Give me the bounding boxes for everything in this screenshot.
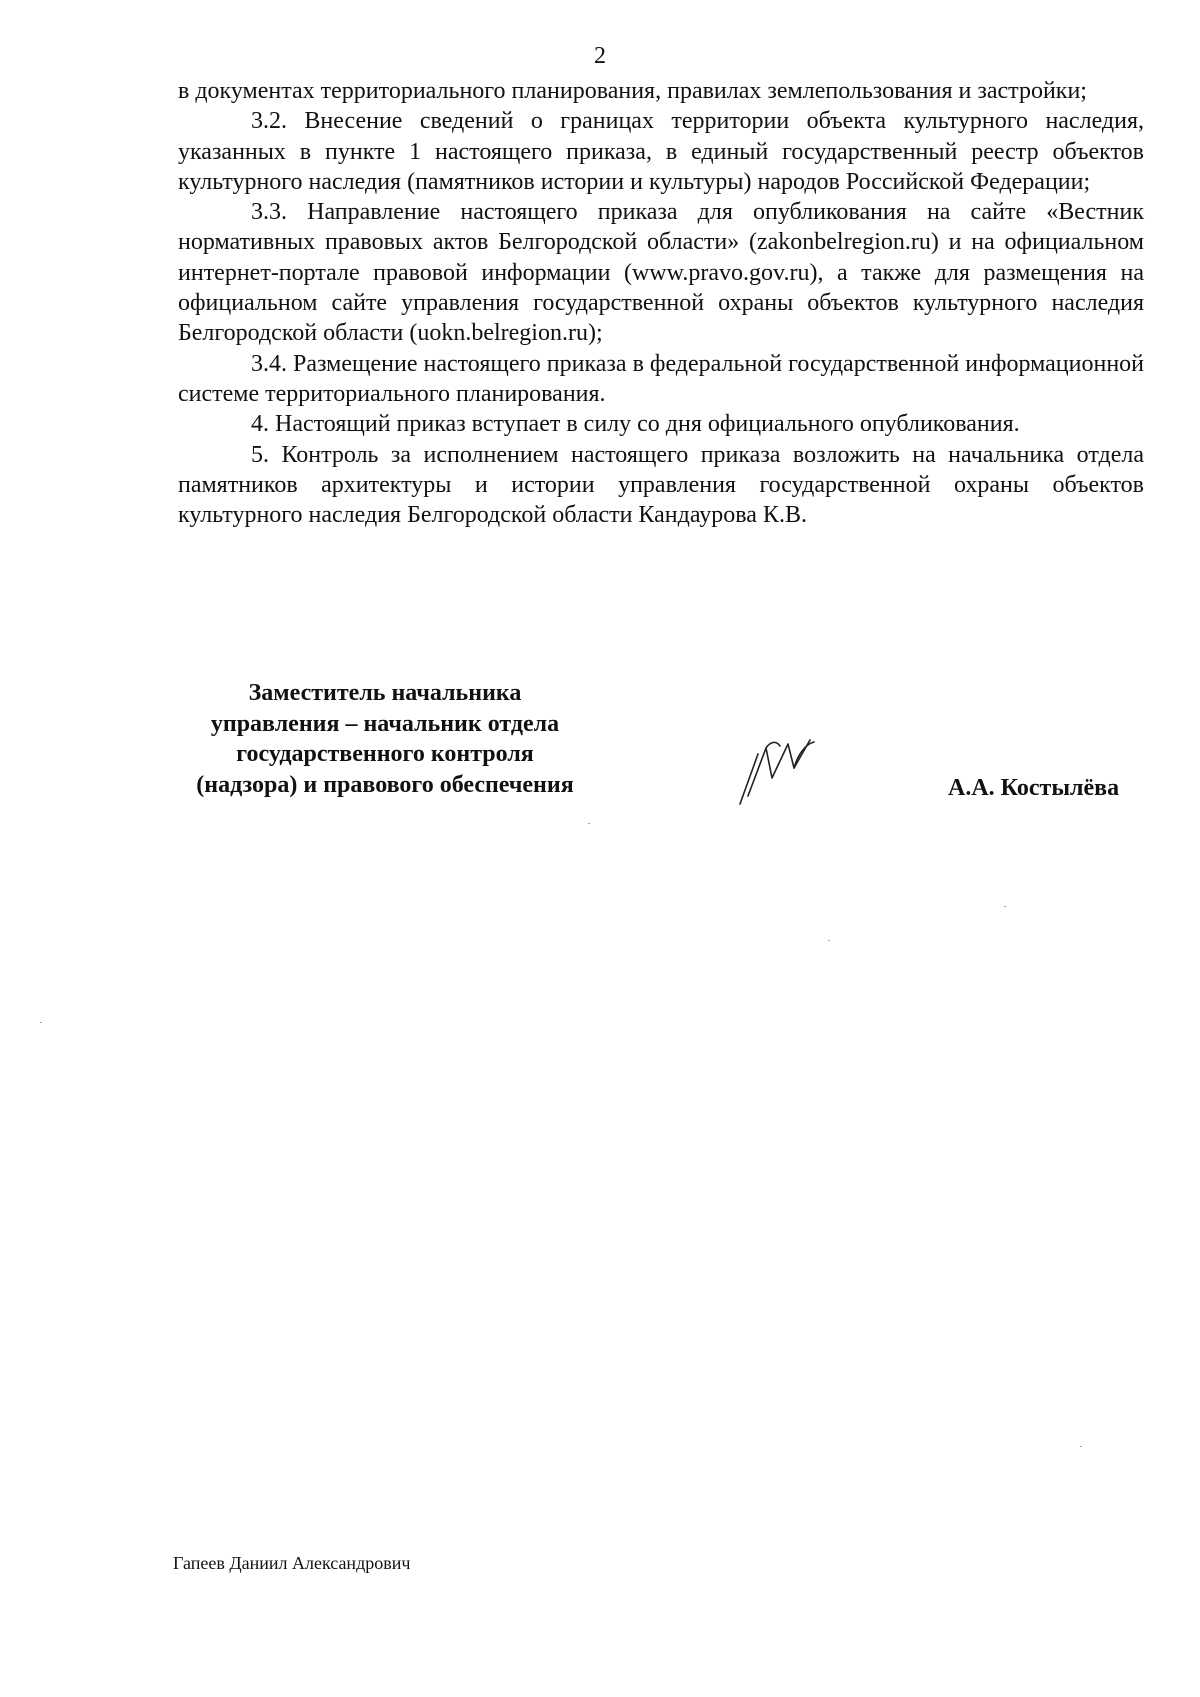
paragraph-3-4: 3.4. Размещение настоящего приказа в федеральной государственной информационной системе территориального планирования. [178, 350, 1144, 407]
paragraph-continuation: в документах территориального планирования, правилах землепользования и застройки; [178, 78, 1087, 104]
signatory-position [160, 678, 610, 800]
signatory-name: А.А. Костылёва [948, 775, 1120, 801]
scan-speck [1080, 1446, 1082, 1447]
handwritten-signature [736, 734, 826, 806]
scan-speck [828, 940, 830, 941]
scan-speck [1004, 906, 1006, 907]
paragraph-5: 5. Контроль за исполнением настоящего приказа возложить на начальника отдела памятников архитектуры и истории управления государственной охраны объектов культурного наследия Белгородской области Кандаурова К.В. [178, 441, 1144, 529]
scan-speck [588, 823, 590, 824]
document-body [178, 76, 1144, 530]
signatory-position-line: Заместитель начальника [248, 680, 522, 706]
paragraph-4: 4. Настоящий приказ вступает в силу со дня официального опубликования. [251, 411, 1020, 438]
scan-speck [40, 1022, 42, 1023]
signatory-position-line: (надзора) и правового обеспечения [196, 771, 574, 798]
paragraph-3-3: 3.3. Направление настоящего приказа для опубликования на сайте «Вестник нормативных правовых актов Белгородской области» (zakonbelregion.ru) и на официальном интернет-портале правовой информации (www.pravo.gov.ru), а также для размещения на официальном сайте управления государственной охраны объектов культурного наследия Белгородской области (uokn.belregion.ru); [178, 199, 1144, 347]
executor-name: Гапеев Даниил Александрович [173, 1553, 411, 1573]
signatory-position-line: государственного контроля [236, 741, 534, 767]
page-number: 2 [594, 43, 606, 69]
paragraph-3-2: 3.2. Внесение сведений о границах территории объекта культурного наследия, указанных в пункте 1 настоящего приказа, в единый государственный реестр объектов культурного наследия (памятников истории и культуры) народов Российской Федерации; [178, 108, 1144, 195]
signatory-position-line: управления – начальник отдела [210, 710, 560, 737]
